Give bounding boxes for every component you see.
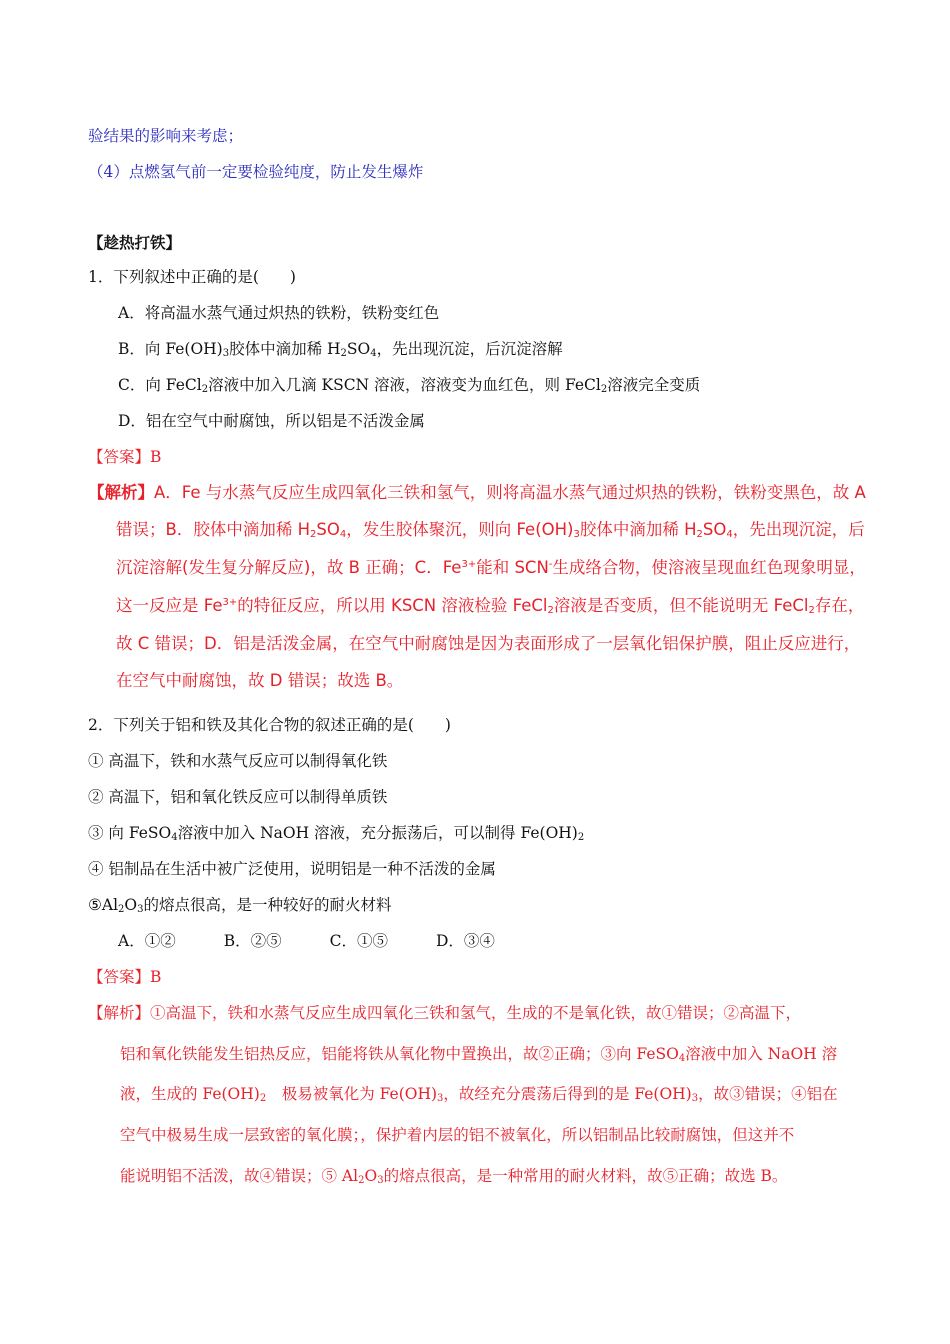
q2-analysis-line-3: 液，生成的 $Fe(OH)_2$ 极易被氧化为 $Fe(OH)_3$，故经充分震荡后得到的是 $Fe(OH)_3$，故③错误；④铝在 xyxy=(120,1085,838,1104)
q1-analysis-line-3: 沉淀溶解(发生复分解反应)，故 B 正确；C．$Fe^{3+}$能和 SCN-生成络合物，使溶液呈现血红色现象明显， xyxy=(116,558,866,577)
q2-option-c: C．①⑤ xyxy=(329,932,388,950)
q2-item-4: ④ 铝制品在生活中被广泛使用，说明铝是一种不活泼的金属 xyxy=(88,860,496,878)
q2-options xyxy=(118,930,543,952)
intro-line-1: 验结果的影响来考虑； xyxy=(88,127,244,145)
q2-analysis-line-2: 铝和氧化铁能发生铝热反应，铝能将铁从氧化物中置换出，故②正确；③向 FeSO$_4$溶液中加入 NaOH 溶 xyxy=(120,1045,838,1064)
q2-option-d: D．③④ xyxy=(435,932,495,950)
q1-option-c: C．向 FeCl$_2$溶液中加入几滴 KSCN 溶液，溶液变为血红色，则 FeCl$_2$溶液完全变质 xyxy=(118,376,701,395)
q2-option-b: B．②⑤ xyxy=(223,932,282,950)
section-title: 【趁热打铁】 xyxy=(88,233,182,252)
q1-analysis-line-4: 这一反应是 $Fe^{3+}$的特征反应，所以用 KSCN 溶液检验 FeCl$_2$溶液是否变质，但不能说明无 FeCl$_2$存在， xyxy=(116,596,865,616)
q2-analysis-line-1: 【解析】①高温下，铁和水蒸气反应生成四氧化三铁和氢气，生成的不是氧化铁，故①错误；②高温下， xyxy=(88,1004,802,1022)
q2-item-2: ② 高温下，铝和氧化铁反应可以制得单质铁 xyxy=(88,788,388,806)
q1-analysis-line-5: 故 C 错误；D．铝是活泼金属，在空气中耐腐蚀是因为表面形成了一层氧化铝保护膜，阻止反应进行， xyxy=(116,634,861,653)
q1-option-d: D．铝在空气中耐腐蚀，所以铝是不活泼金属 xyxy=(118,412,425,430)
q1-analysis-line-6: 在空气中耐腐蚀，故 D 错误；故选 B。 xyxy=(116,671,404,690)
q1-analysis-line-2: 错误；B．胶体中滴加稀 $H_2SO_4$，发生胶体聚沉，则向 $Fe(OH)_3$胶体中滴加稀 $H_2SO_4$，先出现沉淀，后 xyxy=(116,520,865,540)
q2-item-3: ③ 向 FeSO$_4$溶液中加入 NaOH 溶液，充分振荡后，可以制得 $Fe(OH)_2$ xyxy=(88,824,585,843)
q2-item-5: $⑤Al_2O_3$的熔点很高，是一种较好的耐火材料 xyxy=(88,896,392,915)
q2-analysis-line-4: 空气中极易生成一层致密的氧化膜；，保护着内层的铝不被氧化，所以铝制品比较耐腐蚀，但这并不 xyxy=(120,1126,795,1144)
q2-analysis-line-5: 能说明铝不活泼，故④错误；⑤ $Al_2O_3$的熔点很高，是一种常用的耐火材料，故⑤正确；故选 B。 xyxy=(120,1167,788,1186)
q2-option-a: A．①② xyxy=(118,932,176,950)
q1-stem: 1．下列叙述中正确的是( ) xyxy=(88,268,296,286)
q2-stem: 2．下列关于铝和铁及其化合物的叙述正确的是( ) xyxy=(88,716,451,734)
q2-analysis-label: 【解析】 xyxy=(88,1004,151,1022)
q2-answer: 【答案】B xyxy=(88,968,162,986)
q1-analysis-line-1: 【解析】A．Fe 与水蒸气反应生成四氧化三铁和氢气，则将高温水蒸气通过炽热的铁粉，铁粉变黑色，故 A xyxy=(88,483,866,502)
q2-item-1: ① 高温下，铁和水蒸气反应可以制得氧化铁 xyxy=(88,752,388,770)
intro-line-2: （4）点燃氢气前一定要检验纯度，防止发生爆炸 xyxy=(88,163,424,181)
q1-option-a: A．将高温水蒸气通过炽热的铁粉，铁粉变红色 xyxy=(118,304,440,322)
q1-analysis-label: 【解析】 xyxy=(88,483,154,502)
q1-answer: 【答案】B xyxy=(88,448,162,466)
q1-option-b: B．向 $Fe(OH)_3$胶体中滴加稀 $H_2SO_4$，先出现沉淀，后沉淀溶解 xyxy=(118,340,563,359)
